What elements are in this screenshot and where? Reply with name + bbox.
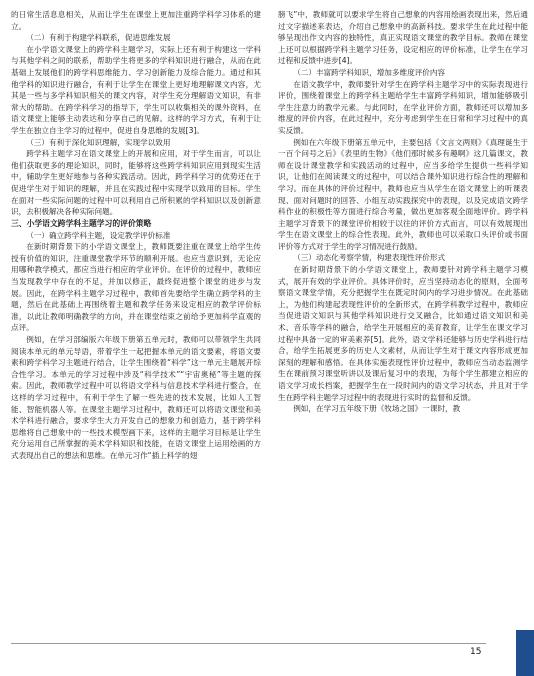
paragraph: 在小学语文课堂上的跨学科主题学习，实际上还有利于构建这一学科与其他学科之间的联系，帮助学生将更多的学科知识进行融合，从而在此基础上发展他们的跨学科思维能力、学习创新能力及综合能力。通过和其他学科的知识进行融合，有利于让学生在课堂上更好地理解课文内容，尤其是一些与多学科知识相关的课文内容，对学生充分理解语文知识，有非常大的帮助。在跨学科学习的指导下，学生可以收集相关的课外资料，在语文课堂上能够主动表达和分享自己的见解。这样的学习方式，有利于让学生在独立自主学习的过程中，促进自身思维的发展[3]。: [11, 44, 261, 135]
paragraph: （二）有利于构建学科联系，促进思维发展: [26, 33, 171, 43]
paragraph: 在语文教学中，教师要针对学生在跨学科主题学习中的实际表现进行评价，围绕着课堂上的跨学科主题给学生丰富跨学科知识，增加能够吸引学生注意力的教学元素。与此同时，在学业评价方面，教师还可以增加多维度的评价内容，在此过程中，充分考虑到学生在日常和学习过程中的真实反馈。: [278, 79, 528, 135]
paragraph: 例如，在学习部编版六年级下册第五单元时，教师可以带领学生共同阅读本单元的单元导语，带着学生一起把握本单元的语文要素，将语文要素和跨学科学习主题进行结合，让学生围绕着“科学”这一单元主题展开综合性学习。本单元的学习过程中涉及“科学技术”“宇宙奥秘”等主题的探索。因此，教师教学过程中可以将语文学科与信息技术学科进行整合，在这样的学习过程中，有利于学生了解一些先进的技术发展，比如人工智能、智能机器人等。在课堂主题学习过程中，教师还可以将语文课堂和美术学科进行融合，要求学生大力开发自己的想象力和创造力，基于跨学科思维将自己想象中的一些技术模型画下来，这样的主题学习目标是让学生充分运用自己所掌握的美术学科知识和技能，在语文课堂上运用绘画的方式表现出自己的想法和思维。在单元习作“插上科学的翅: [11, 335, 261, 460]
paragraph: 在新时期背景下的小学语文课堂上，教师既要注重在课堂上给学生传授有价值的知识，注重课堂教学环节的顺利开展。也应当意识到，无论应用哪种教学模式，都应当进行相应的学业评价。在评价的过程中，教师应当发现教学中存在的不足，并加以修正，最终促进整个课堂的进步与发展。因此，在跨学科主题学习过程中，教师首先要给学生确立跨学科的主题，然后在此基础上再围绕着主题和教学任务来设定相应的教学评价标准，以此让教师明确教学的方向，并在课堂结束之前给予更加科学直观的点评。: [11, 242, 261, 333]
paragraph: 例如在六年级下册第五单元中，主要包括《文言文两则》《真理诞生于一百个问号之后》《表里的生物》《他们那时候多有趣啊》这几篇课文，教师在设计课堂教学和实践活动的过程中，应当多给学生提供一些科学知识，让他们在阅读课文的过程中，可以结合课外知识进行综合性的理解和学习。而在具体的评价过程中，教师也应当从学生在语文课堂上的听课表现、面对问题时的回答、小组互动实践探究中的表现，以及完成语文跨学科作业的积极性等方面进行综合考量，做出更加客观全面地评价。跨学科主题学习背景下的课堂评价相较于以往的评价方式而言，可以有效展现出学生在语文课堂上的综合性表现。此外，教师也可以采取口头评价或书面评价等方式对于学生的学习情况进行鼓励。: [278, 137, 528, 251]
paragraph: 的日常生活息息相关，从而让学生在课堂上更加注重跨学科学习体系的建立。: [11, 10, 261, 31]
paragraph: 膀飞”中，教师就可以要求学生将自己想象的内容用绘画表现出来，然后通过文字描述来表达，介绍自己想象中的高新科技。要求学生在此过程中能够呈现出作文内容的独特性，真正实现语文课堂的教学目标。教师在课堂上还可以根据跨学科主题学习任务，设定相应的评价标准，让学生在学习过程和反馈中进步[4]。: [278, 10, 528, 66]
section-heading: 三、小学语文跨学科主题学习的评价策略: [11, 218, 152, 228]
paragraph: （一）确立跨学科主题，设定教学评价标准: [26, 230, 171, 240]
footer-rule: [11, 643, 486, 644]
page-number: 15: [470, 647, 482, 657]
paragraph: 例如，在学习五年级下册《牧场之国》一课时，教: [293, 404, 461, 414]
paragraph: （三）有利于深化知识理解，实现学以致用: [26, 137, 171, 147]
paragraph: （二）丰富跨学科知识，增加多维度评价内容: [293, 67, 446, 77]
paragraph: （三）动态化考察学情，构建表现性评价形式: [293, 253, 446, 263]
paragraph: 跨学科主题学习在语文课堂上的开展和应用，对于学生而言，可以让他们获取更多的理论知识，同时，能够将这些跨学科知识应用到现实生活中，辅助学生更好地参与各种实践活动。因此，跨学科学习的优势还在于促进学生对于知识的理解，并且在实践过程中实现学以致用的目标。学生在面对一些实际问题的过程中可以利用自己所积累的学科知识以及创新意识，去积极解决各种实际问题。: [11, 149, 261, 217]
left-column: [11, 9, 261, 462]
right-column: [278, 9, 528, 415]
side-color-tab: [516, 630, 534, 676]
paragraph: 在新时期背景下的小学语文课堂上，教师要针对跨学科主题学习模式，展开有效的学业评价。具体评价时，应当坚持动态化的原则，全面考察语文课堂学情，充分把握学生在既定时间内的学习进步情况。在此基础上，为他们构建起表现性评价的全新形式，在跨学科教学过程中，教师应当促进语文知识与其他学科知识进行交叉融合，比如通过语文知识和美术、音乐等学科的融合，给学生开展相应的美育教育，让学生在课文学习过程中具备一定的审美素养[5]。此外，语文学科还能够与历史学科进行结合，给学生拓展更多的历史人文素材，从而让学生对于课文内容形成更加深刻的理解和感悟。在具体实施表现性评价过程中，教师应当动态监测学生在课前预习课堂听讲以及课后复习中的表现，为每个学生都建立相应的语文学习成长档案，把握学生在一段时间内的语文学习状态，并且对于学生在跨学科主题学习过程中的表现进行实时的监督和反馈。: [278, 265, 528, 402]
